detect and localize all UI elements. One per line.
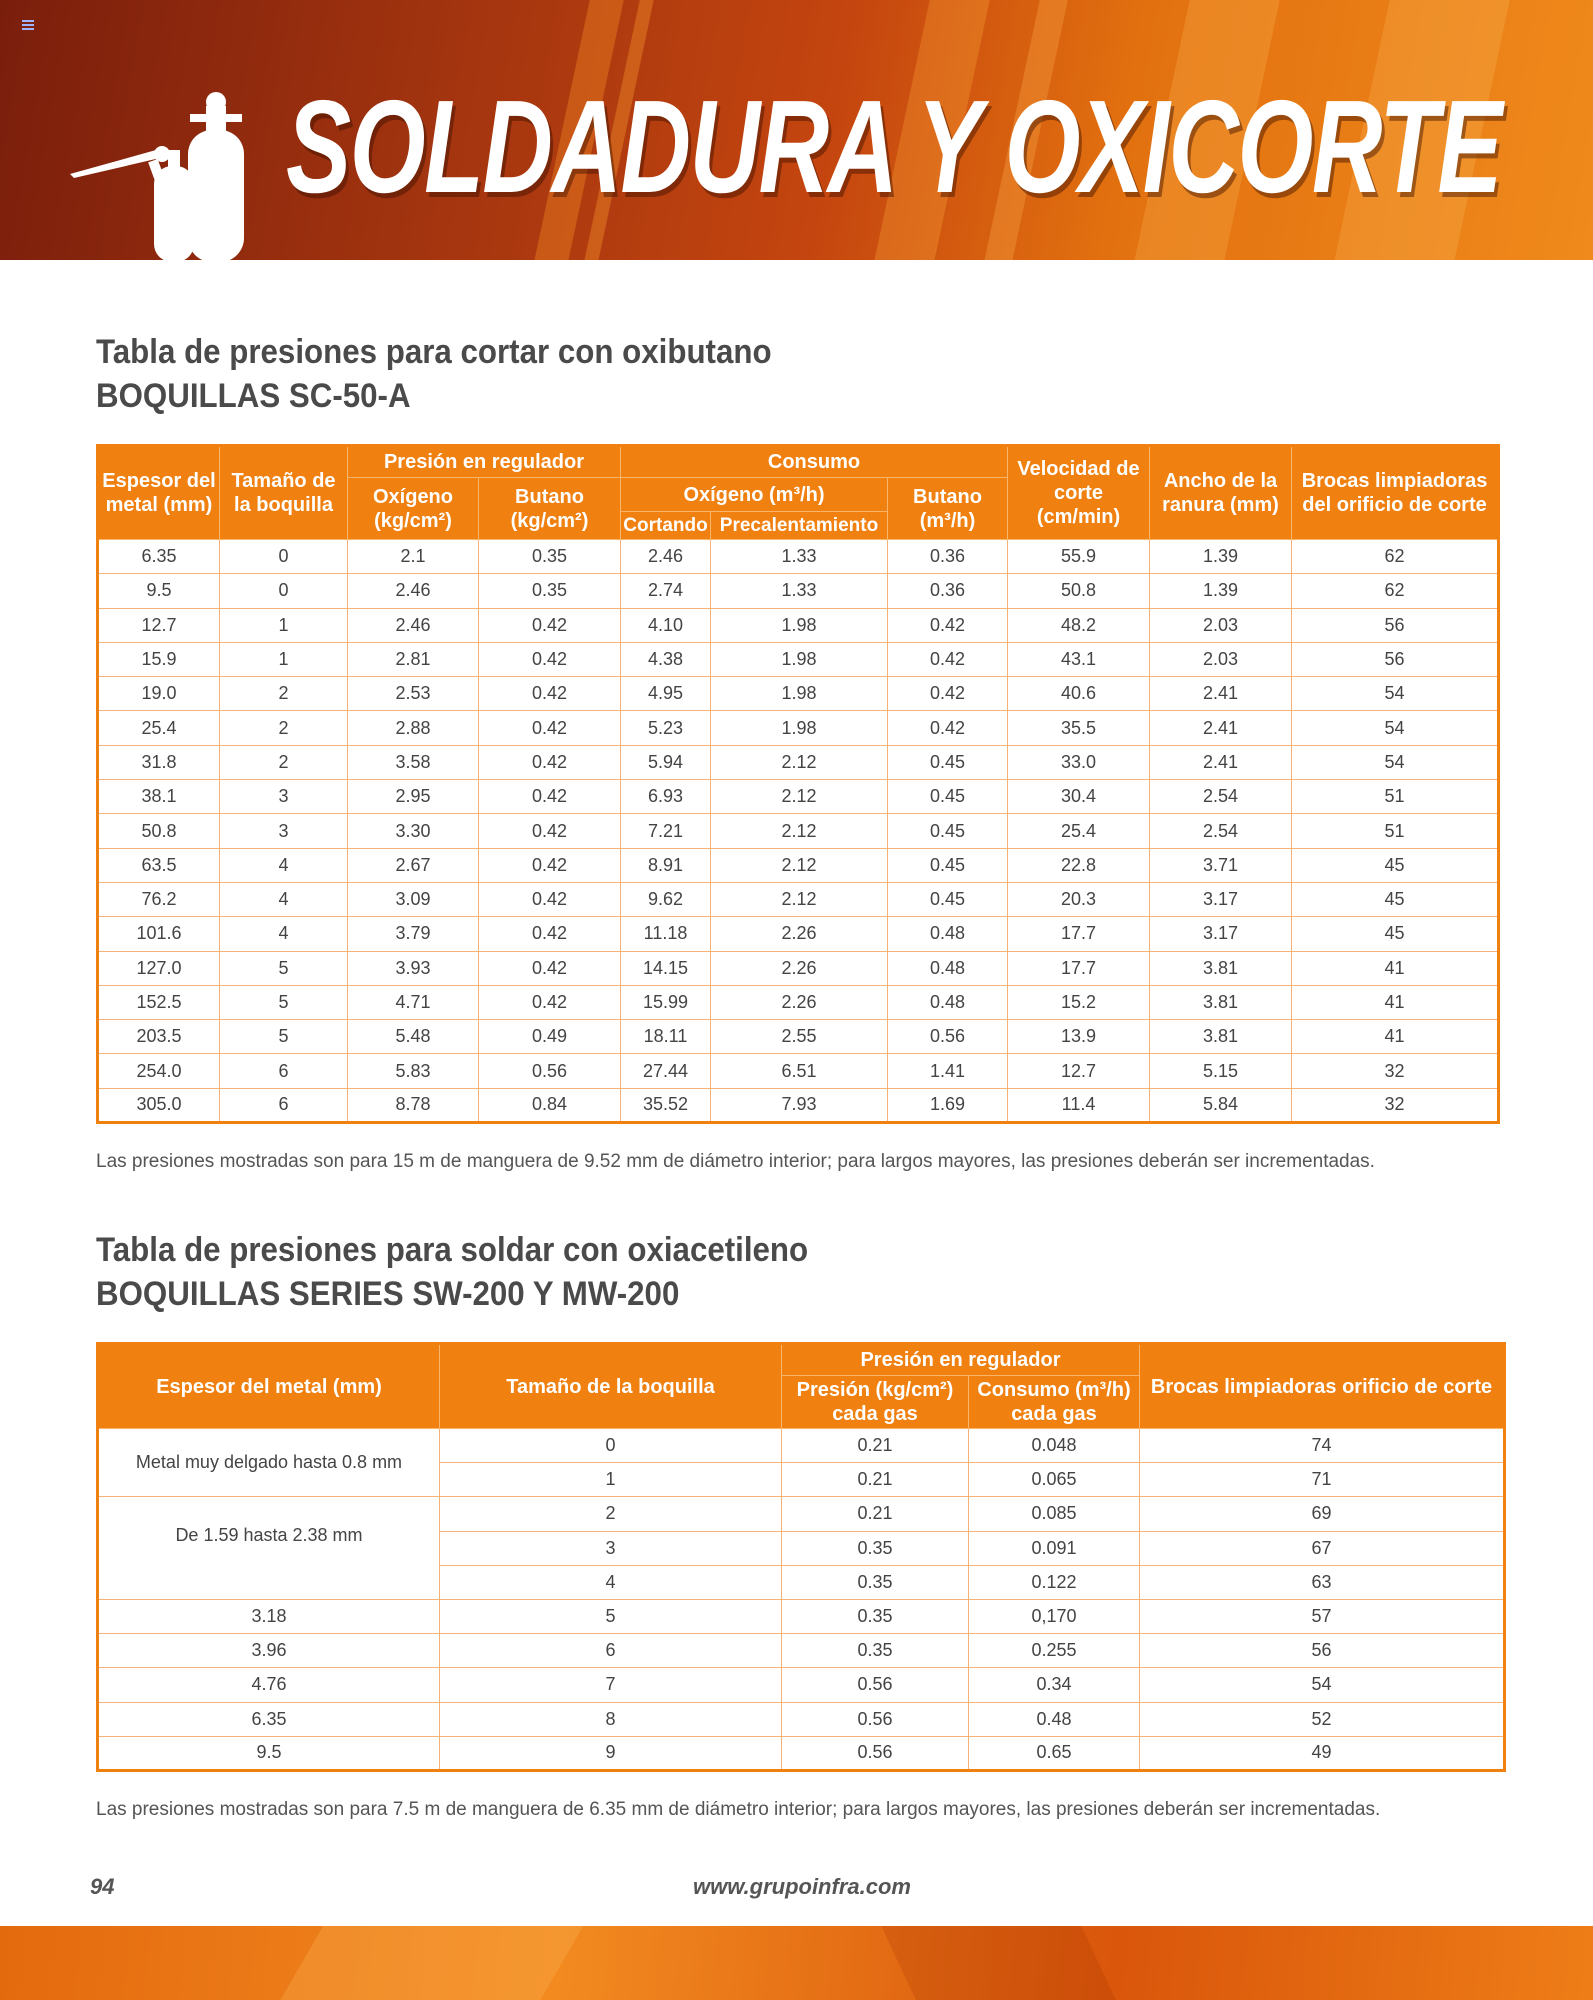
table-row xyxy=(98,814,1499,848)
tamano-cell: 1 xyxy=(220,608,348,642)
ancho-ranura-cell: 3.81 xyxy=(1150,985,1292,1019)
header-presion-regulador: Presión en regulador xyxy=(348,446,621,478)
precalentamiento-cell: 2.26 xyxy=(711,917,888,951)
tamano-cell: 1 xyxy=(220,642,348,676)
precalentamiento-cell: 2.55 xyxy=(711,1020,888,1054)
brocas-cell: 56 xyxy=(1292,642,1499,676)
brocas-cell: 71 xyxy=(1140,1463,1505,1497)
velocidad-cell: 30.4 xyxy=(1008,780,1150,814)
espesor-group-cell: De 1.59 hasta 2.38 mm xyxy=(98,1497,440,1600)
consumo-cell: 0.34 xyxy=(969,1668,1140,1702)
cortando-cell: 15.99 xyxy=(621,985,711,1019)
tamano-cell: 2 xyxy=(220,745,348,779)
consumo-cell: 0.085 xyxy=(969,1497,1140,1531)
butano-presion-cell: 0.42 xyxy=(479,745,621,779)
butano-presion-cell: 0.42 xyxy=(479,814,621,848)
espesor-cell: 76.2 xyxy=(98,882,220,916)
tamano-cell: 0 xyxy=(440,1429,782,1463)
butano-presion-cell: 0.42 xyxy=(479,642,621,676)
velocidad-cell: 22.8 xyxy=(1008,848,1150,882)
oxiacetileno-pressure-table xyxy=(96,1342,1506,1772)
brocas-cell: 57 xyxy=(1140,1599,1505,1633)
velocidad-cell: 50.8 xyxy=(1008,574,1150,608)
tamano-cell: 5 xyxy=(220,1020,348,1054)
velocidad-cell: 55.9 xyxy=(1008,540,1150,574)
tamano-cell: 3 xyxy=(220,780,348,814)
espesor-cell: 254.0 xyxy=(98,1054,220,1088)
butano-consumo-cell: 0.48 xyxy=(888,917,1008,951)
presion-cell: 0.21 xyxy=(782,1497,969,1531)
butano-presion-cell: 0.42 xyxy=(479,608,621,642)
tamano-cell: 7 xyxy=(440,1668,782,1702)
espesor-cell: 19.0 xyxy=(98,677,220,711)
table-row xyxy=(98,951,1499,985)
table1-title: Tabla de presiones para cortar con oxibutano xyxy=(96,333,772,371)
espesor-cell: 3.96 xyxy=(98,1634,440,1668)
tamano-cell: 3 xyxy=(440,1531,782,1565)
header-tamano: Tamaño de la boquilla xyxy=(440,1344,782,1429)
brocas-cell: 52 xyxy=(1140,1702,1505,1736)
cortando-cell: 27.44 xyxy=(621,1054,711,1088)
butano-presion-cell: 0.84 xyxy=(479,1088,621,1122)
header-precalentamiento: Precalentamiento xyxy=(711,512,888,540)
brocas-cell: 54 xyxy=(1140,1668,1505,1702)
table-row xyxy=(98,917,1499,951)
table-row xyxy=(98,1088,1499,1122)
butano-consumo-cell: 0.42 xyxy=(888,711,1008,745)
header-presion-regulador: Presión en regulador xyxy=(782,1344,1140,1376)
brocas-cell: 45 xyxy=(1292,848,1499,882)
table-row xyxy=(98,1054,1499,1088)
tamano-cell: 2 xyxy=(220,711,348,745)
presion-cell: 0.56 xyxy=(782,1668,969,1702)
table-row xyxy=(98,677,1499,711)
brocas-cell: 69 xyxy=(1140,1497,1505,1531)
butano-consumo-cell: 0.45 xyxy=(888,745,1008,779)
header-brocas: Brocas limpiadoras orificio de corte xyxy=(1140,1344,1505,1429)
velocidad-cell: 40.6 xyxy=(1008,677,1150,711)
velocidad-cell: 43.1 xyxy=(1008,642,1150,676)
cortando-cell: 35.52 xyxy=(621,1088,711,1122)
precalentamiento-cell: 2.12 xyxy=(711,848,888,882)
butano-consumo-cell: 1.41 xyxy=(888,1054,1008,1088)
table-row xyxy=(98,711,1499,745)
brocas-cell: 32 xyxy=(1292,1054,1499,1088)
butano-consumo-cell: 0.56 xyxy=(888,1020,1008,1054)
header-presion-cada-gas: Presión (kg/cm²) cada gas xyxy=(782,1376,969,1429)
espesor-cell: 6.35 xyxy=(98,1702,440,1736)
velocidad-cell: 13.9 xyxy=(1008,1020,1150,1054)
ancho-ranura-cell: 1.39 xyxy=(1150,540,1292,574)
consumo-cell: 0.255 xyxy=(969,1634,1140,1668)
brocas-cell: 41 xyxy=(1292,951,1499,985)
tamano-cell: 5 xyxy=(220,985,348,1019)
velocidad-cell: 17.7 xyxy=(1008,951,1150,985)
table-row xyxy=(98,574,1499,608)
header-brocas: Brocas limpiadoras del orificio de corte xyxy=(1292,446,1499,540)
header-espesor: Espesor del metal (mm) xyxy=(98,446,220,540)
consumo-cell: 0.091 xyxy=(969,1531,1140,1565)
presion-cell: 0.21 xyxy=(782,1429,969,1463)
velocidad-cell: 48.2 xyxy=(1008,608,1150,642)
brocas-cell: 41 xyxy=(1292,985,1499,1019)
table-row xyxy=(98,882,1499,916)
oxigeno-presion-cell: 3.09 xyxy=(348,882,479,916)
butano-consumo-cell: 0.45 xyxy=(888,848,1008,882)
precalentamiento-cell: 1.33 xyxy=(711,540,888,574)
header-butano-presion: Butano (kg/cm²) xyxy=(479,478,621,540)
velocidad-cell: 33.0 xyxy=(1008,745,1150,779)
velocidad-cell: 35.5 xyxy=(1008,711,1150,745)
precalentamiento-cell: 2.12 xyxy=(711,814,888,848)
oxigeno-presion-cell: 2.46 xyxy=(348,608,479,642)
precalentamiento-cell: 1.98 xyxy=(711,711,888,745)
presion-cell: 0.21 xyxy=(782,1463,969,1497)
brocas-cell: 56 xyxy=(1140,1634,1505,1668)
header-ancho-ranura: Ancho de la ranura (mm) xyxy=(1150,446,1292,540)
table-row xyxy=(98,780,1499,814)
butano-presion-cell: 0.49 xyxy=(479,1020,621,1054)
header-velocidad: Velocidad de corte (cm/min) xyxy=(1008,446,1150,540)
brocas-cell: 51 xyxy=(1292,780,1499,814)
presion-cell: 0.56 xyxy=(782,1702,969,1736)
page-number: 94 xyxy=(90,1874,115,1899)
tamano-cell: 0 xyxy=(220,540,348,574)
oxigeno-presion-cell: 3.79 xyxy=(348,917,479,951)
ancho-ranura-cell: 3.81 xyxy=(1150,1020,1292,1054)
tamano-cell: 3 xyxy=(220,814,348,848)
precalentamiento-cell: 6.51 xyxy=(711,1054,888,1088)
cortando-cell: 18.11 xyxy=(621,1020,711,1054)
cortando-cell: 4.38 xyxy=(621,642,711,676)
espesor-cell: 38.1 xyxy=(98,780,220,814)
espesor-cell: 203.5 xyxy=(98,1020,220,1054)
tamano-cell: 5 xyxy=(440,1599,782,1633)
precalentamiento-cell: 7.93 xyxy=(711,1088,888,1122)
tamano-cell: 2 xyxy=(440,1497,782,1531)
tamano-cell: 6 xyxy=(220,1054,348,1088)
consumo-cell: 0,170 xyxy=(969,1599,1140,1633)
oxigeno-presion-cell: 2.46 xyxy=(348,574,479,608)
brocas-cell: 45 xyxy=(1292,917,1499,951)
espesor-cell: 9.5 xyxy=(98,574,220,608)
website-link[interactable]: www.grupoinfra.com xyxy=(693,1874,911,1899)
espesor-cell: 6.35 xyxy=(98,540,220,574)
consumo-cell: 0.65 xyxy=(969,1736,1140,1770)
cortando-cell: 14.15 xyxy=(621,951,711,985)
page-banner-title: SOLDADURA Y OXICORTE xyxy=(286,73,1502,220)
butano-presion-cell: 0.42 xyxy=(479,951,621,985)
header-tamano: Tamaño de la boquilla xyxy=(220,446,348,540)
espesor-cell: 127.0 xyxy=(98,951,220,985)
cortando-cell: 2.74 xyxy=(621,574,711,608)
header-espesor: Espesor del metal (mm) xyxy=(98,1344,440,1429)
header-cortando: Cortando xyxy=(621,512,711,540)
ancho-ranura-cell: 5.15 xyxy=(1150,1054,1292,1088)
oxigeno-presion-cell: 2.81 xyxy=(348,642,479,676)
tamano-cell: 2 xyxy=(220,677,348,711)
tamano-cell: 5 xyxy=(220,951,348,985)
table-row xyxy=(98,540,1499,574)
butano-presion-cell: 0.56 xyxy=(479,1054,621,1088)
oxigeno-presion-cell: 2.53 xyxy=(348,677,479,711)
velocidad-cell: 15.2 xyxy=(1008,985,1150,1019)
ancho-ranura-cell: 1.39 xyxy=(1150,574,1292,608)
cortando-cell: 9.62 xyxy=(621,882,711,916)
brocas-cell: 54 xyxy=(1292,677,1499,711)
welding-torch-gas-cylinder-icon xyxy=(70,92,250,260)
brocas-cell: 54 xyxy=(1292,745,1499,779)
oxigeno-presion-cell: 2.67 xyxy=(348,848,479,882)
butano-consumo-cell: 0.45 xyxy=(888,882,1008,916)
precalentamiento-cell: 2.26 xyxy=(711,985,888,1019)
ancho-ranura-cell: 3.17 xyxy=(1150,917,1292,951)
oxigeno-presion-cell: 2.88 xyxy=(348,711,479,745)
presion-cell: 0.56 xyxy=(782,1736,969,1770)
oxigeno-presion-cell: 4.71 xyxy=(348,985,479,1019)
butano-presion-cell: 0.42 xyxy=(479,882,621,916)
cortando-cell: 11.18 xyxy=(621,917,711,951)
espesor-cell: 305.0 xyxy=(98,1088,220,1122)
ancho-ranura-cell: 2.54 xyxy=(1150,780,1292,814)
tamano-cell: 4 xyxy=(220,917,348,951)
butano-consumo-cell: 0.48 xyxy=(888,951,1008,985)
oxibutano-pressure-table xyxy=(96,444,1500,1124)
ancho-ranura-cell: 2.41 xyxy=(1150,745,1292,779)
header-consumo-cada-gas: Consumo (m³/h) cada gas xyxy=(969,1376,1140,1429)
velocidad-cell: 12.7 xyxy=(1008,1054,1150,1088)
consumo-cell: 0.048 xyxy=(969,1429,1140,1463)
ancho-ranura-cell: 3.71 xyxy=(1150,848,1292,882)
oxigeno-presion-cell: 2.95 xyxy=(348,780,479,814)
oxigeno-presion-cell: 5.48 xyxy=(348,1020,479,1054)
table-row xyxy=(98,642,1499,676)
cortando-cell: 5.23 xyxy=(621,711,711,745)
table2-subtitle: BOQUILLAS SERIES SW-200 Y MW-200 xyxy=(96,1275,680,1313)
header-butano-consumo: Butano (m³/h) xyxy=(888,478,1008,540)
butano-consumo-cell: 0.42 xyxy=(888,677,1008,711)
consumo-cell: 0.122 xyxy=(969,1565,1140,1599)
espesor-cell: 152.5 xyxy=(98,985,220,1019)
oxigeno-presion-cell: 3.93 xyxy=(348,951,479,985)
consumo-cell: 0.48 xyxy=(969,1702,1140,1736)
table-row xyxy=(98,1020,1499,1054)
butano-consumo-cell: 0.36 xyxy=(888,540,1008,574)
oxigeno-presion-cell: 3.58 xyxy=(348,745,479,779)
header-banner xyxy=(0,0,1593,260)
espesor-cell: 3.18 xyxy=(98,1599,440,1633)
espesor-cell: 63.5 xyxy=(98,848,220,882)
espesor-cell: 31.8 xyxy=(98,745,220,779)
butano-presion-cell: 0.42 xyxy=(479,677,621,711)
precalentamiento-cell: 2.12 xyxy=(711,882,888,916)
presion-cell: 0.35 xyxy=(782,1634,969,1668)
precalentamiento-cell: 1.98 xyxy=(711,677,888,711)
oxigeno-presion-cell: 8.78 xyxy=(348,1088,479,1122)
precalentamiento-cell: 1.98 xyxy=(711,642,888,676)
table2-title: Tabla de presiones para soldar con oxiacetileno xyxy=(96,1231,809,1269)
butano-consumo-cell: 0.42 xyxy=(888,642,1008,676)
cortando-cell: 4.10 xyxy=(621,608,711,642)
header-oxigeno-presion: Oxígeno (kg/cm²) xyxy=(348,478,479,540)
tamano-cell: 9 xyxy=(440,1736,782,1770)
butano-presion-cell: 0.42 xyxy=(479,711,621,745)
espesor-cell: 4.76 xyxy=(98,1668,440,1702)
tamano-cell: 0 xyxy=(220,574,348,608)
tamano-cell: 4 xyxy=(440,1565,782,1599)
table1-subtitle: BOQUILLAS SC-50-A xyxy=(96,377,411,415)
ancho-ranura-cell: 5.84 xyxy=(1150,1088,1292,1122)
butano-presion-cell: 0.42 xyxy=(479,780,621,814)
oxigeno-presion-cell: 5.83 xyxy=(348,1054,479,1088)
espesor-cell: 9.5 xyxy=(98,1736,440,1770)
ancho-ranura-cell: 2.03 xyxy=(1150,642,1292,676)
precalentamiento-cell: 2.26 xyxy=(711,951,888,985)
table2-note: Las presiones mostradas son para 7.5 m de manguera de 6.35 mm de diámetro interior; para largos mayores, las presiones deberán ser incrementadas. xyxy=(96,1799,1381,1820)
cortando-cell: 7.21 xyxy=(621,814,711,848)
espesor-cell: 50.8 xyxy=(98,814,220,848)
cortando-cell: 4.95 xyxy=(621,677,711,711)
espesor-cell: 15.9 xyxy=(98,642,220,676)
presion-cell: 0.35 xyxy=(782,1565,969,1599)
brocas-cell: 49 xyxy=(1140,1736,1505,1770)
brocas-cell: 67 xyxy=(1140,1531,1505,1565)
brocas-cell: 41 xyxy=(1292,1020,1499,1054)
presion-cell: 0.35 xyxy=(782,1531,969,1565)
tamano-cell: 1 xyxy=(440,1463,782,1497)
butano-consumo-cell: 0.42 xyxy=(888,608,1008,642)
brocas-cell: 62 xyxy=(1292,574,1499,608)
tamano-cell: 4 xyxy=(220,882,348,916)
velocidad-cell: 17.7 xyxy=(1008,917,1150,951)
table1-note: Las presiones mostradas son para 15 m de manguera de 9.52 mm de diámetro interior; para largos mayores, las presiones deberán ser incrementadas. xyxy=(96,1151,1375,1172)
header-consumo: Consumo xyxy=(621,446,1008,478)
espesor-cell: 25.4 xyxy=(98,711,220,745)
butano-consumo-cell: 0.45 xyxy=(888,780,1008,814)
tamano-cell: 8 xyxy=(440,1702,782,1736)
brocas-cell: 54 xyxy=(1292,711,1499,745)
brocas-cell: 74 xyxy=(1140,1429,1505,1463)
espesor-cell: 12.7 xyxy=(98,608,220,642)
butano-presion-cell: 0.35 xyxy=(479,574,621,608)
cortando-cell: 5.94 xyxy=(621,745,711,779)
tamano-cell: 6 xyxy=(220,1088,348,1122)
oxigeno-presion-cell: 2.1 xyxy=(348,540,479,574)
tamano-cell: 4 xyxy=(220,848,348,882)
precalentamiento-cell: 1.33 xyxy=(711,574,888,608)
cortando-cell: 8.91 xyxy=(621,848,711,882)
brocas-cell: 63 xyxy=(1140,1565,1505,1599)
butano-presion-cell: 0.42 xyxy=(479,848,621,882)
ancho-ranura-cell: 2.54 xyxy=(1150,814,1292,848)
footer-band xyxy=(0,1926,1593,2000)
header-oxigeno-consumo: Oxígeno (m³/h) xyxy=(621,478,888,512)
butano-presion-cell: 0.42 xyxy=(479,985,621,1019)
oxigeno-presion-cell: 3.30 xyxy=(348,814,479,848)
precalentamiento-cell: 2.12 xyxy=(711,780,888,814)
butano-consumo-cell: 0.45 xyxy=(888,814,1008,848)
ancho-ranura-cell: 3.81 xyxy=(1150,951,1292,985)
butano-presion-cell: 0.35 xyxy=(479,540,621,574)
precalentamiento-cell: 2.12 xyxy=(711,745,888,779)
consumo-cell: 0.065 xyxy=(969,1463,1140,1497)
table-row xyxy=(98,745,1499,779)
precalentamiento-cell: 1.98 xyxy=(711,608,888,642)
cortando-cell: 6.93 xyxy=(621,780,711,814)
butano-consumo-cell: 1.69 xyxy=(888,1088,1008,1122)
butano-consumo-cell: 0.48 xyxy=(888,985,1008,1019)
espesor-group-cell: Metal muy delgado hasta 0.8 mm xyxy=(98,1429,440,1497)
ancho-ranura-cell: 2.41 xyxy=(1150,711,1292,745)
table-row xyxy=(98,985,1499,1019)
hamburger-menu-icon[interactable] xyxy=(22,20,34,30)
table-row xyxy=(98,848,1499,882)
butano-consumo-cell: 0.36 xyxy=(888,574,1008,608)
brocas-cell: 62 xyxy=(1292,540,1499,574)
velocidad-cell: 25.4 xyxy=(1008,814,1150,848)
ancho-ranura-cell: 2.03 xyxy=(1150,608,1292,642)
ancho-ranura-cell: 3.17 xyxy=(1150,882,1292,916)
velocidad-cell: 20.3 xyxy=(1008,882,1150,916)
table-row xyxy=(98,608,1499,642)
butano-presion-cell: 0.42 xyxy=(479,917,621,951)
brocas-cell: 56 xyxy=(1292,608,1499,642)
tamano-cell: 6 xyxy=(440,1634,782,1668)
ancho-ranura-cell: 2.41 xyxy=(1150,677,1292,711)
brocas-cell: 32 xyxy=(1292,1088,1499,1122)
presion-cell: 0.35 xyxy=(782,1599,969,1633)
cortando-cell: 2.46 xyxy=(621,540,711,574)
brocas-cell: 51 xyxy=(1292,814,1499,848)
brocas-cell: 45 xyxy=(1292,882,1499,916)
velocidad-cell: 11.4 xyxy=(1008,1088,1150,1122)
espesor-cell: 101.6 xyxy=(98,917,220,951)
